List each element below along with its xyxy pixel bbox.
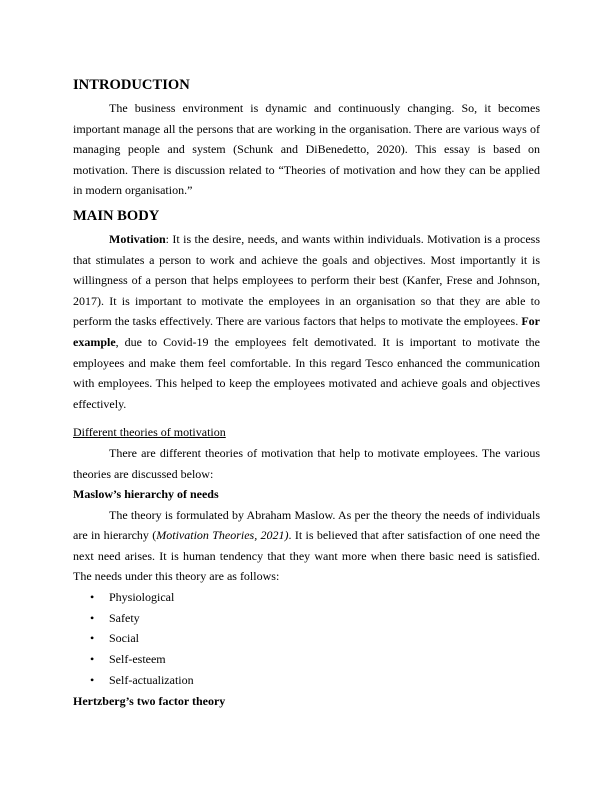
bullet-icon: • bbox=[90, 631, 95, 646]
theories-subheading: Different theories of motivation bbox=[73, 425, 226, 440]
maslow-paragraph bbox=[73, 505, 540, 587]
list-item bbox=[73, 628, 540, 649]
maslow-text-2: . It is believed that after satisfaction of one need the next need arises. It is human tendency that they want more when there basic need is satisfied. The needs under this theory are as follows: bbox=[73, 528, 540, 584]
bullet-icon: • bbox=[90, 652, 95, 667]
list-item bbox=[73, 587, 540, 608]
main-body-heading: MAIN BODY bbox=[73, 207, 160, 224]
introduction-paragraph: The business environment is dynamic and continuously changing. So, it becomes important manage all the persons that are working in the organisation. There are various ways of managing people and system (Schunk and DiBenedetto, 2020). This essay is based on motivation. There is discussion related to “Theories of motivation and how they can be applied in modern organisation.” bbox=[73, 101, 540, 198]
list-item-label: Physiological bbox=[109, 590, 175, 605]
theories-intro-paragraph: There are different theories of motivation that help to motivate employees. The various theories are discussed below: bbox=[73, 445, 540, 481]
list-item-label: Safety bbox=[109, 610, 140, 625]
list-item bbox=[73, 649, 540, 670]
list-item bbox=[73, 608, 540, 629]
page-content bbox=[73, 76, 540, 711]
motivation-paragraph bbox=[73, 229, 540, 414]
bullet-icon: • bbox=[90, 590, 95, 605]
needs-list bbox=[73, 587, 540, 691]
list-item-label: Social bbox=[109, 631, 139, 646]
bullet-icon: • bbox=[90, 672, 95, 687]
maslow-text-1: The theory is formulated by Abraham Maslow. As per the theory the needs of individuals are in hierarchy ( bbox=[73, 507, 540, 543]
list-item-label: Self-actualization bbox=[109, 672, 194, 687]
motivation-term: Motivation bbox=[109, 231, 166, 246]
list-item bbox=[73, 670, 540, 691]
list-item-label: Self-esteem bbox=[109, 652, 166, 667]
for-example-term: For example bbox=[73, 314, 540, 349]
maslow-citation: Motivation Theories, 2021) bbox=[156, 528, 289, 543]
hertzberg-heading: Hertzberg’s two factor theory bbox=[73, 693, 226, 708]
introduction-heading: INTRODUCTION bbox=[73, 77, 190, 93]
motivation-text-1: : It is the desire, needs, and wants within individuals. Motivation is a process that stimulates a person to work and achieve the goals and objectives. Most importantly it is willingness of a person that helps employees to perform their best (Kanfer, Frese and Johnson, 2017). It is important to motivate the employees in an organisation so that they are able to perform the tasks effectively. There are various factors that helps to motivate the employees. bbox=[73, 231, 540, 329]
maslow-heading: Maslow’s hierarchy of needs bbox=[73, 487, 219, 502]
bullet-icon: • bbox=[90, 610, 95, 625]
motivation-text-2: , due to Covid-19 the employees felt demotivated. It is important to motivate the employees and make them feel comfortable. In this regard Tesco enhanced the communication with employees. This helped to keep the employees motivated and achieve goals and objectives effectively. bbox=[73, 334, 540, 411]
